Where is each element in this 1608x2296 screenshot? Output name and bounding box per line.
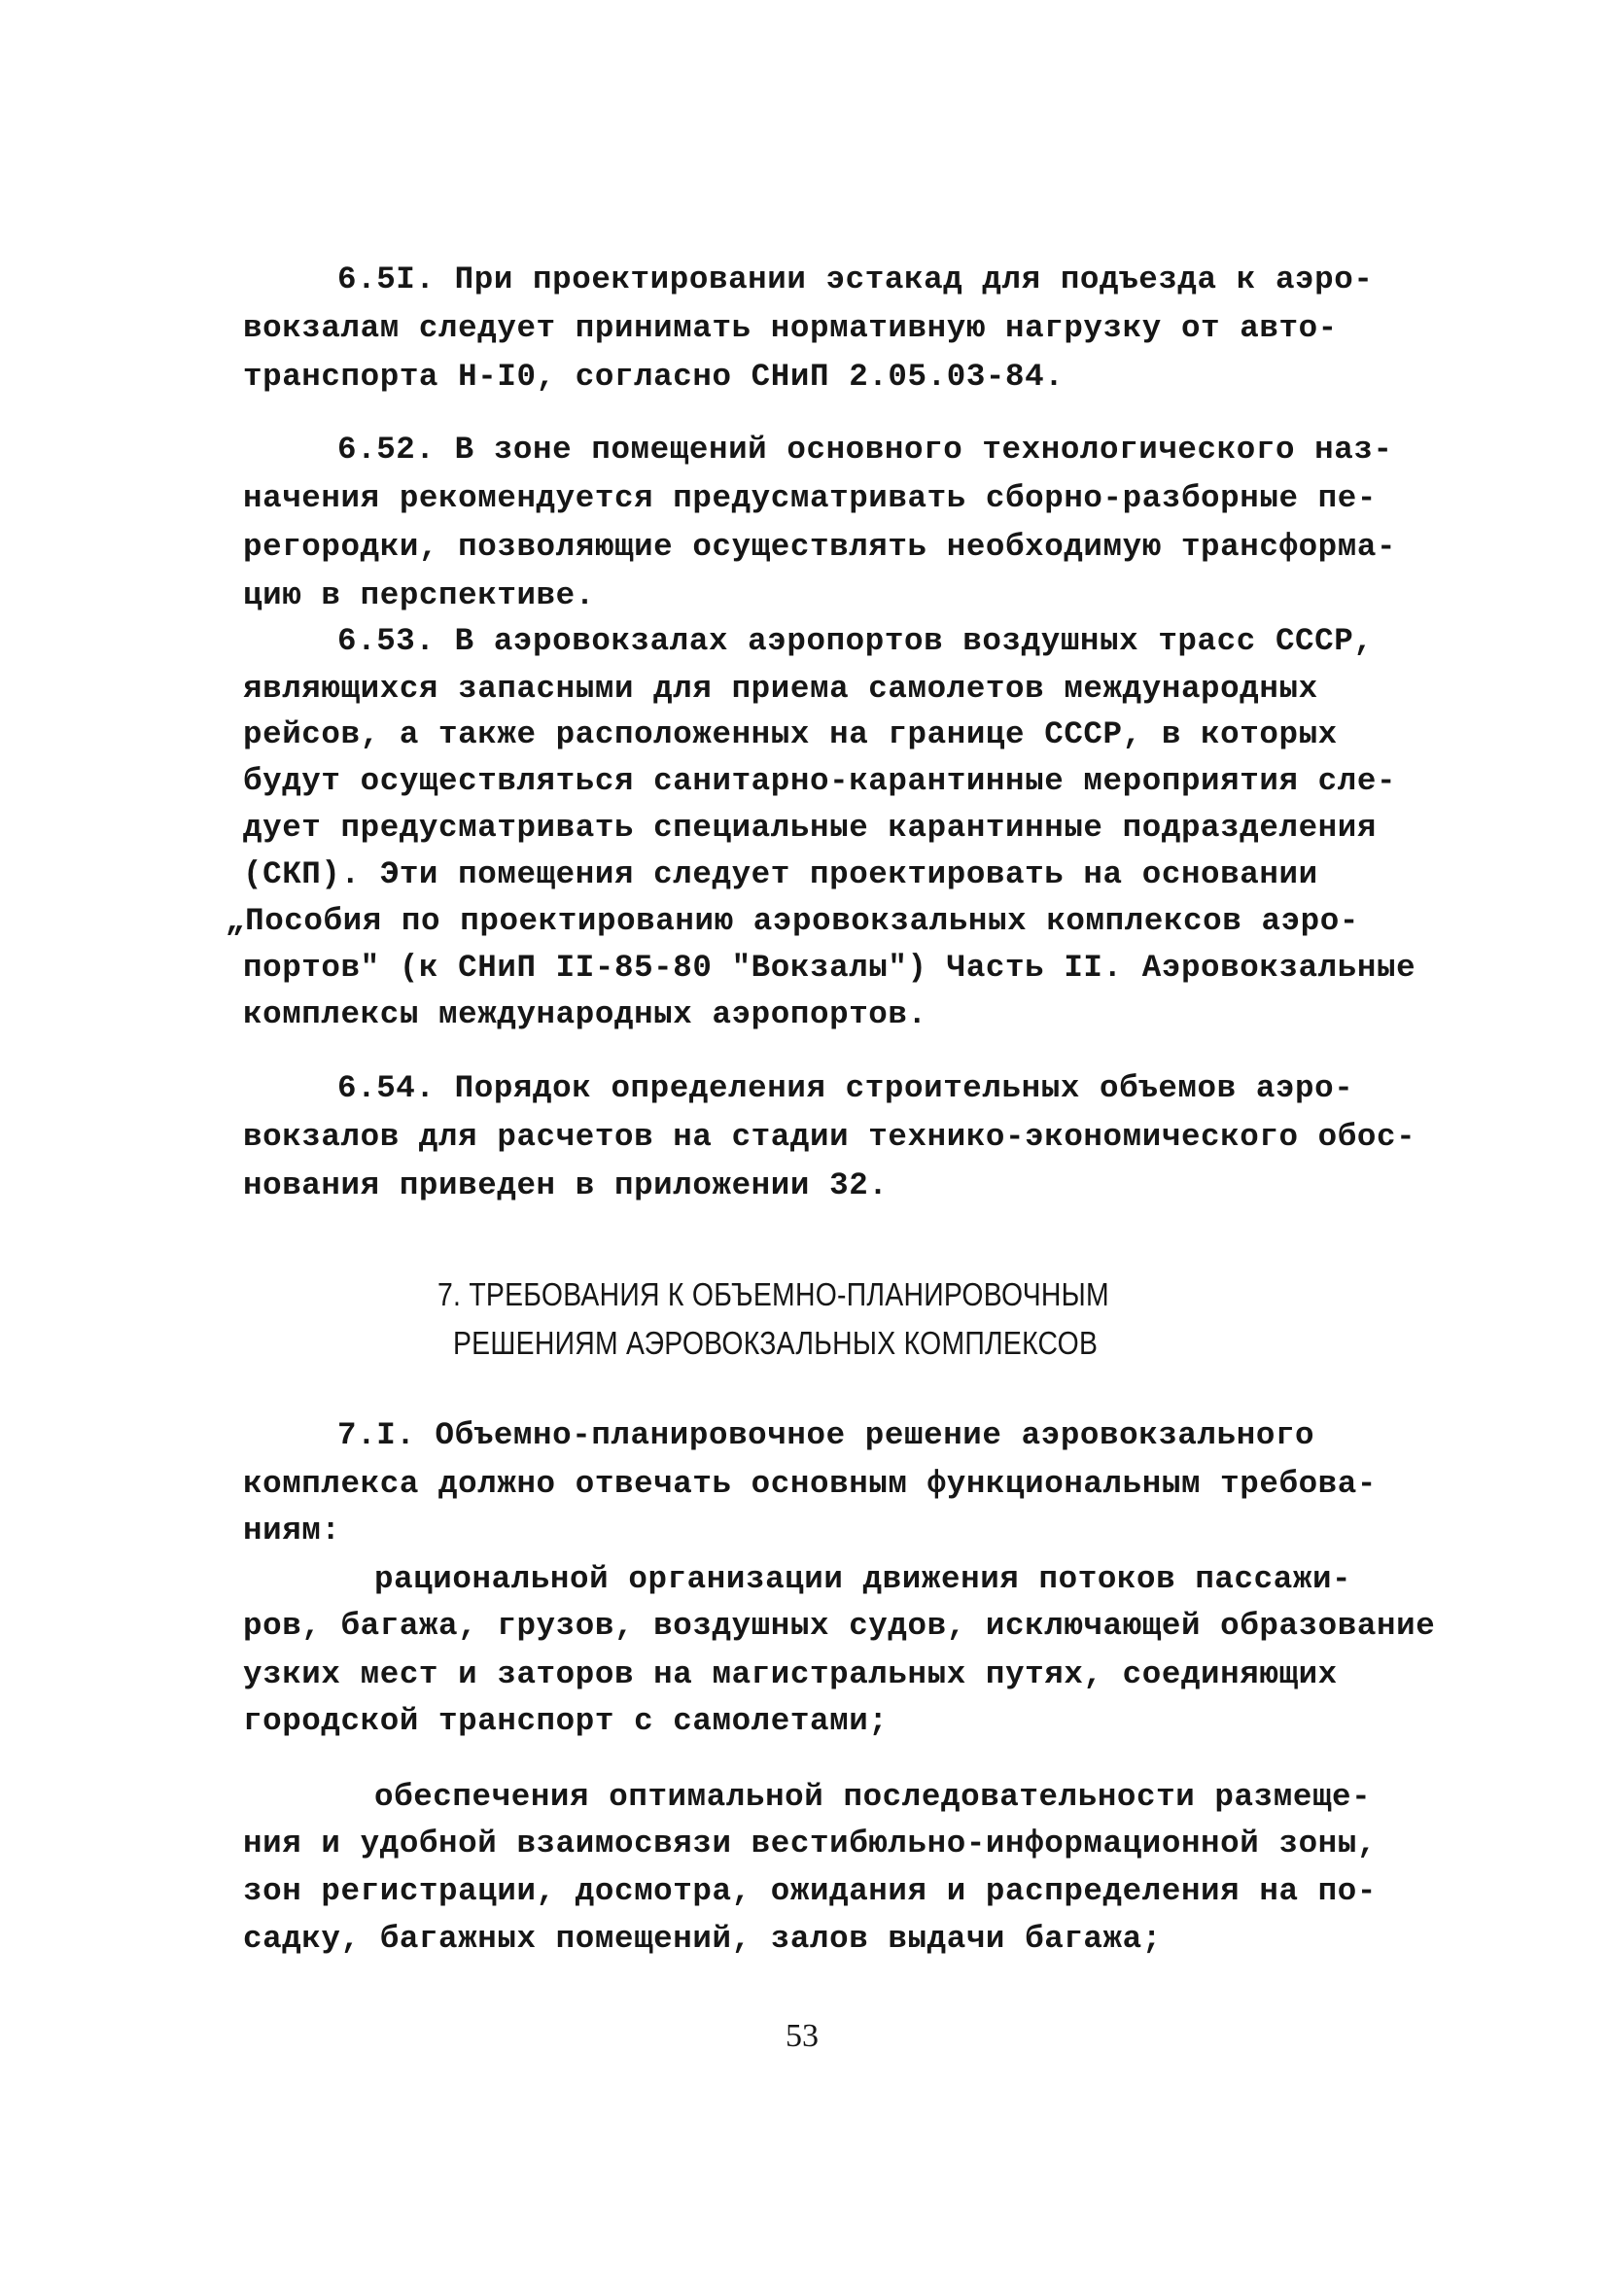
para-6-52-line-3: регородки, позволяющие осуществлять необходимую трансформа-	[243, 529, 1397, 565]
para-7-1-line-3: ниям:	[243, 1513, 341, 1548]
para-6-52-line-2: начения рекомендуется предусматривать сборно-разборные пе-	[243, 480, 1377, 516]
para-7-1-b-line-1: обеспечения оптимальной последовательности размеще-	[374, 1779, 1372, 1815]
para-6-53-line-9: комплексы международных аэропортов.	[243, 996, 927, 1032]
para-6-54-line-3: нования приведен в приложении 32.	[243, 1167, 889, 1203]
para-6-51-line-3: транспорта Н-I0, согласно СНиП 2.05.03-84.	[243, 359, 1065, 395]
para-6-51-line-1: 6.5I. При проектировании эстакад для подъезда к аэро-	[337, 261, 1374, 297]
para-6-53-line-8: портов" (к СНиП II-85-80 "Вокзалы") Часть II. Аэровокзальные	[243, 950, 1416, 986]
para-7-1-line-2: комплекса должно отвечать основным функциональным требова-	[243, 1466, 1377, 1502]
para-6-53-line-1: 6.53. В аэровокзалах аэропортов воздушных трасс СССР,	[337, 623, 1374, 659]
para-7-1-a-line-2: ров, багажа, грузов, воздушных судов, исключающей образование	[243, 1608, 1436, 1644]
para-6-53-line-7: „Пособия по проектированию аэровокзальных комплексов аэро-	[226, 903, 1359, 939]
para-6-52-line-1: 6.52. В зоне помещений основного технологического наз-	[337, 432, 1393, 468]
section-heading-line-1: 7. ТРЕБОВАНИЯ К ОБЪЕМНО-ПЛАНИРОВОЧНЫМ	[437, 1276, 1109, 1312]
para-6-54-line-1: 6.54. Порядок определения строительных объемов аэро-	[337, 1070, 1354, 1106]
para-6-53-line-5: дует предусматривать специальные карантинные подразделения	[243, 810, 1377, 846]
page-number: 53	[786, 2018, 819, 2054]
para-6-53-line-4: будут осуществляться санитарно-карантинные мероприятия сле-	[243, 763, 1397, 799]
para-6-53-line-6: (СКП). Эти помещения следует проектировать на основании	[243, 856, 1318, 892]
para-7-1-a-line-1: рациональной организации движения потоков пассажи-	[374, 1561, 1352, 1597]
para-6-51-line-2: вокзалам следует принимать нормативную нагрузку от авто-	[243, 310, 1338, 346]
section-heading-line-2: РЕШЕНИЯМ АЭРОВОКЗАЛЬНЫХ КОМПЛЕКСОВ	[453, 1325, 1099, 1361]
para-7-1-b-line-2: ния и удобной взаимосвязи вестибюльно-информационной зоны,	[243, 1826, 1377, 1861]
para-7-1-a-line-3: узких мест и заторов на магистральных путях, соединяющих	[243, 1656, 1338, 1692]
para-7-1-b-line-3: зон регистрации, досмотра, ожидания и распределения на по-	[243, 1873, 1377, 1909]
para-7-1-a-line-4: городской транспорт с самолетами;	[243, 1703, 889, 1739]
para-6-54-line-2: вокзалов для расчетов на стадии технико-экономического обос-	[243, 1119, 1416, 1155]
para-6-52-line-4: цию в перспективе.	[243, 577, 595, 613]
para-7-1-b-line-4: садку, багажных помещений, залов выдачи багажа;	[243, 1921, 1162, 1957]
para-6-53-line-3: рейсов, а также расположенных на границе СССР, в которых	[243, 716, 1338, 752]
para-7-1-line-1: 7.I. Объемно-планировочное решение аэровокзального	[337, 1417, 1315, 1453]
para-6-53-line-2: являющихся запасными для приема самолетов международных	[243, 671, 1318, 707]
